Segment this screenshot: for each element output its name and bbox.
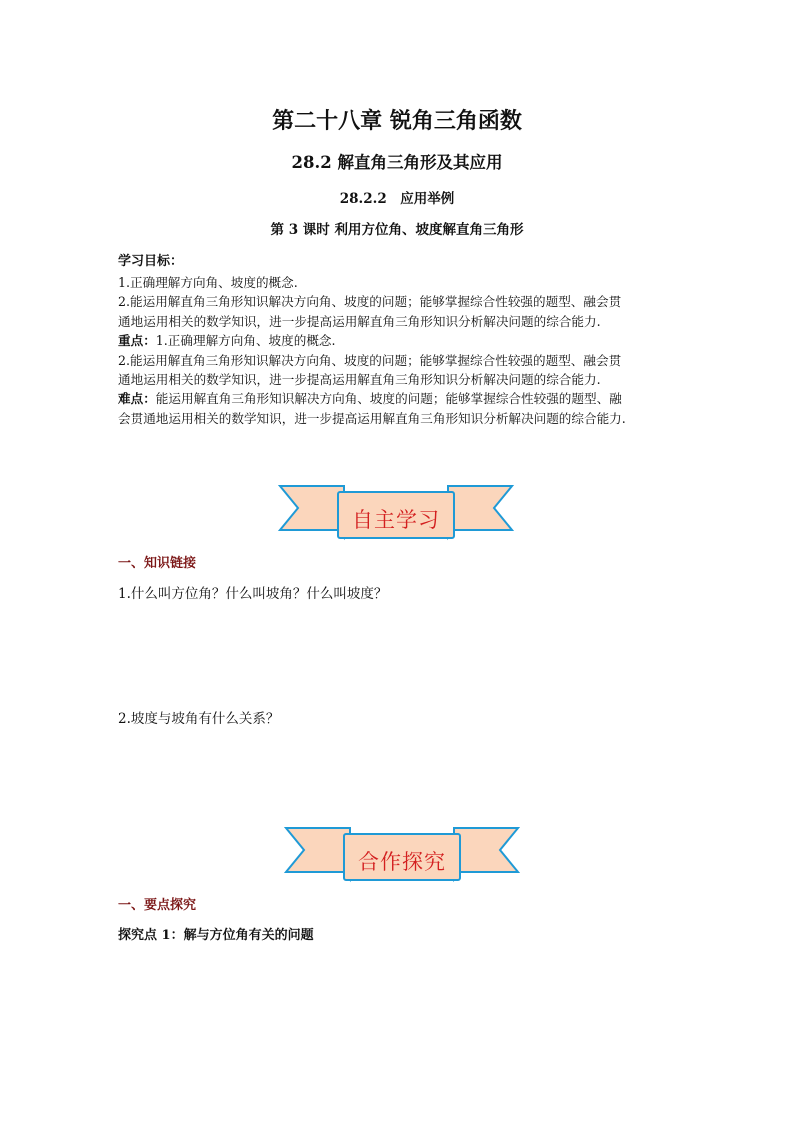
objective-line: 2.能运用解直角三角形知识解决方向角、坡度的问题；能够掌握综合性较强的题型、融会贯: [118, 294, 622, 310]
objective-line: 2.能运用解直角三角形知识解决方向角、坡度的问题；能够掌握综合性较强的题型、融会贯: [118, 352, 622, 368]
banner-label: 合作探究: [358, 850, 446, 874]
self-study-banner: [278, 484, 514, 544]
section-heading-knowledge: 一、知识链接: [118, 556, 197, 571]
difficulty-label: 难点：: [118, 391, 156, 407]
key-point-label: 重点：: [118, 333, 156, 349]
objectives-heading: 学习目标：: [118, 254, 184, 269]
difficulty-text: 能运用解直角三角形知识解决方向角、坡度的问题；能够掌握综合性较强的题型、融: [155, 391, 622, 407]
question-2: 2.坡度与坡角有什么关系？: [118, 711, 280, 727]
difficulty-line: [118, 389, 688, 408]
objective-line: 通地运用相关的数学知识，进一步提高运用解直角三角形知识分析解决问题的综合能力.: [118, 372, 601, 388]
key-point-line: [118, 331, 688, 350]
objective-line: 会贯通地运用相关的数学知识，进一步提高运用解直角三角形知识分析解决问题的综合能力.: [118, 410, 626, 426]
section-title: 28.2 解直角三角形及其应用: [291, 153, 503, 172]
section-heading-key-points: 一、要点探究: [118, 898, 197, 913]
banner-label: 自主学习: [352, 508, 440, 532]
objectives-block: [118, 273, 688, 428]
explore-point-1-heading: 探究点 1：解与方位角有关的问题: [118, 928, 314, 943]
subsection-title: 28.2.2 应用举例: [339, 191, 455, 207]
key-point-text: 1.正确理解方向角、坡度的概念.: [155, 333, 336, 349]
chapter-title: 第二十八章 锐角三角函数: [272, 108, 522, 134]
lesson-title: 第 3 课时 利用方位角、坡度解直角三角形: [270, 222, 524, 238]
objective-line: 1.正确理解方向角、坡度的概念.: [118, 275, 298, 290]
objective-line: 通地运用相关的数学知识，进一步提高运用解直角三角形知识分析解决问题的综合能力.: [118, 313, 601, 329]
question-1: 1.什么叫方位角？什么叫坡角？什么叫坡度？: [118, 586, 388, 602]
cooperative-inquiry-banner: [284, 826, 520, 886]
